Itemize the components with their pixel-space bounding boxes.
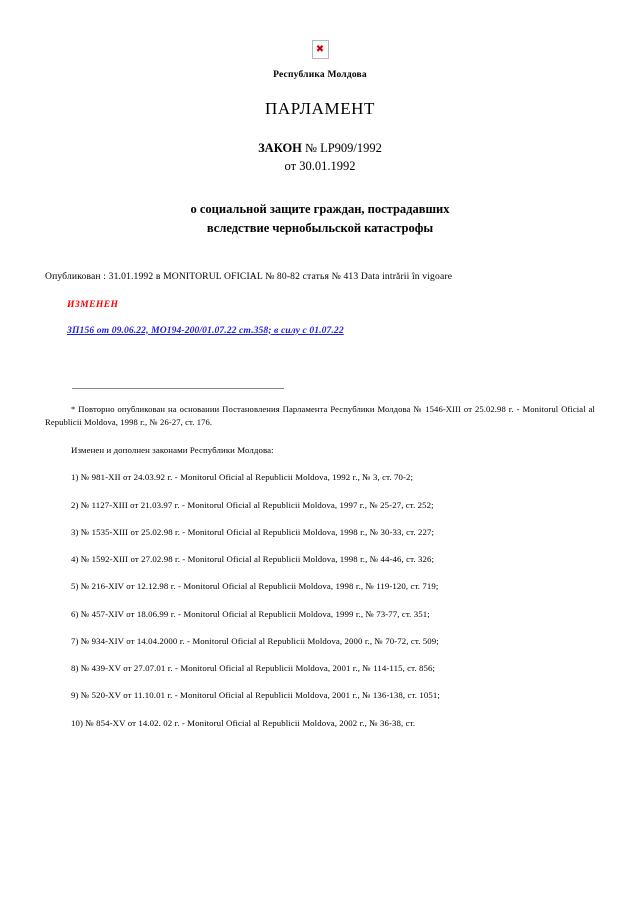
- republication-footnote: * Повторно опубликован на основании Постановления Парламента Республики Молдова № 1546-XIII от 25.02.98 г. - Monitorul Oficial al Republicii Moldova, 1998 г., № 26-27, ст. 176.: [45, 403, 595, 428]
- law-subject: [45, 200, 595, 238]
- amendment-item: 6) № 457-XIV от 18.06.99 г. - Monitorul Oficial al Republicii Moldova, 1999 г., № 73-77, ст. 351;: [71, 608, 430, 619]
- amendment-item: 3) № 1535-XIII от 25.02.98 г. - Monitorul Oficial al Republicii Moldova, 1998 г., № 30-33, ст. 227;: [71, 526, 435, 537]
- amendment-item: 10) № 854-XV от 14.02. 02 г. - Monitorul Oficial al Republicii Moldova, 2002 г., № 36-38, ст.: [71, 717, 416, 728]
- law-date: от 30.01.1992: [284, 159, 356, 173]
- law-number-line: [45, 141, 595, 156]
- amendment-item: 1) № 981-XII от 24.03.92 г. - Monitorul Oficial al Republicii Moldova, 1992 г., № 3, ст. 70-2;: [71, 472, 414, 483]
- publication-info: Опубликован : 31.01.1992 в MONITORUL OFICIAL № 80-82 статья № 413 Data intrării în vigoare: [45, 270, 453, 282]
- document-masthead: [45, 0, 595, 238]
- amendment-item: 5) № 216-XIV от 12.12.98 г. - Monitorul Oficial al Republicii Moldova, 1998 г., № 119-120, ст. 719;: [71, 581, 439, 592]
- broken-image-icon: [312, 40, 329, 59]
- institution-title: ПАРЛАМЕНТ: [264, 99, 376, 118]
- law-word: ЗАКОН: [258, 141, 302, 155]
- broken-image-x-glyph: ✖: [315, 43, 325, 55]
- amendment-item: 8) № 439-XV от 27.07.01 г. - Monitorul Oficial al Republicii Moldova, 2001 г., № 114-115, ст. 856;: [71, 663, 436, 674]
- amendments-intro: Изменен и дополнен законами Республики Молдова:: [71, 445, 274, 456]
- status-badge-amended: ИЗМЕНЕН: [67, 298, 119, 310]
- footnote-separator: [72, 388, 284, 389]
- amendment-item: 2) № 1127-XIII от 21.03.97 г. - Monitorul Oficial al Republicii Moldova, 1997 г., № 25-27, ст. 252;: [71, 499, 434, 510]
- amendment-link[interactable]: ЗП156 от 09.06.22, МО194-200/01.07.22 ст.358; в силу с 01.07.22: [67, 324, 344, 336]
- law-number: № LP909/1992: [301, 141, 382, 155]
- country-name: Республика Молдова: [273, 70, 367, 80]
- law-subject-line-2: вследствие чернобыльской катастрофы: [206, 220, 434, 235]
- amendment-item: 4) № 1592-XIII от 27.02.98 г. - Monitorul Oficial al Republicii Moldova, 1998 г., № 44-46, ст. 326;: [71, 554, 435, 565]
- amendment-item: 7) № 934-XIV от 14.04.2000 г. - Monitorul Oficial al Republicii Moldova, 2000 г., № 70-72, ст. 509;: [71, 635, 439, 646]
- amendment-item: 9) № 520-XV от 11.10.01 г. - Monitorul Oficial al Republicii Moldova, 2001 г., № 136-138, ст. 1051;: [71, 690, 440, 701]
- law-subject-line-1: о социальной защите граждан, пострадавших: [190, 202, 450, 216]
